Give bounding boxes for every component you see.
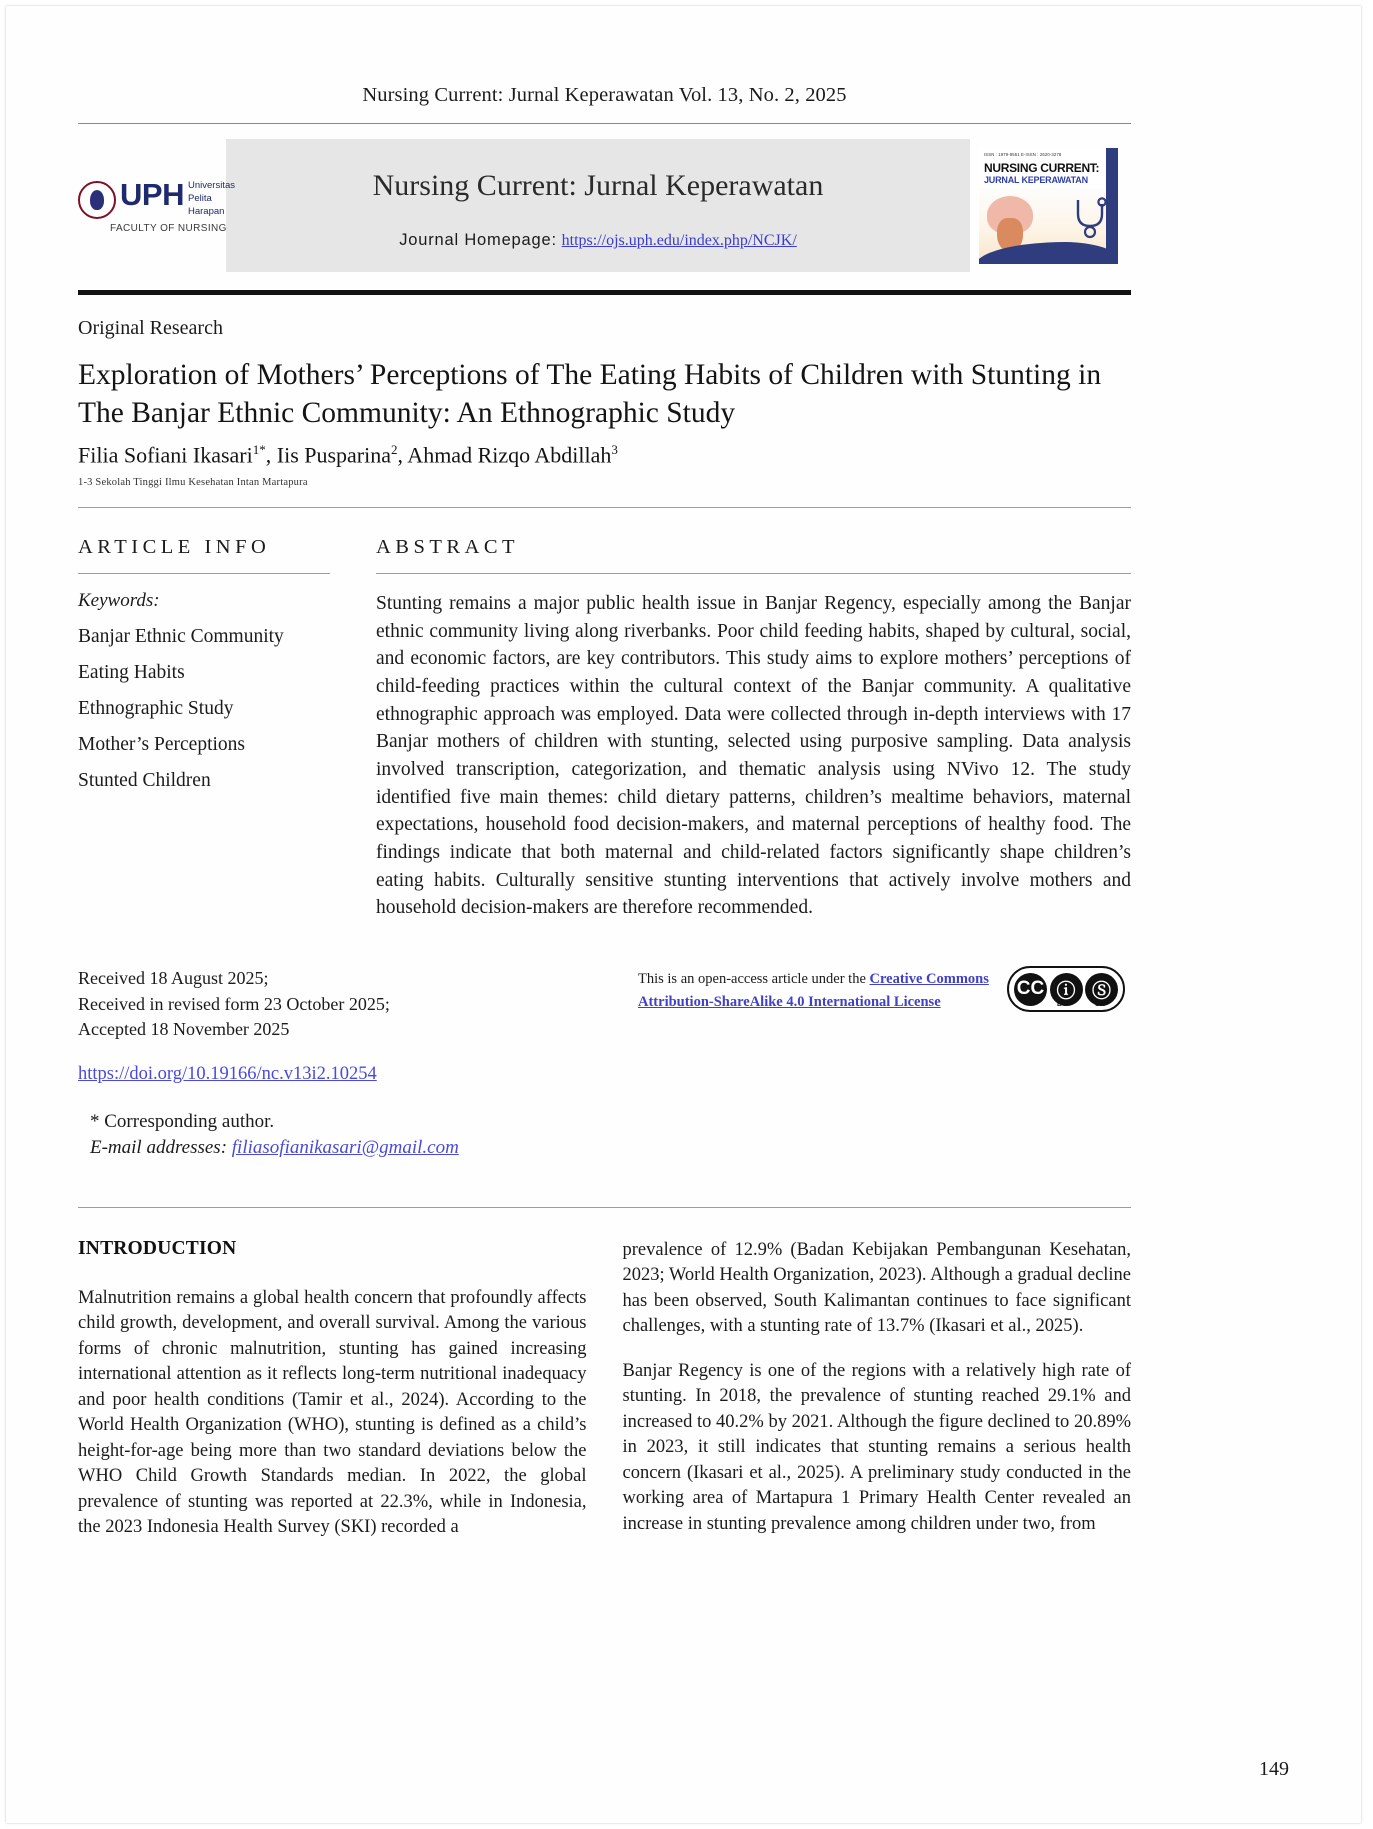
article-info-rule: [78, 573, 330, 574]
body-column-right: [623, 1238, 1132, 1541]
article-type: Original Research: [78, 317, 223, 339]
body-column-left: [78, 1238, 587, 1541]
uph-faculty-label: FACULTY OF NURSING: [110, 223, 227, 234]
body-paragraph: prevalence of 12.9% (Badan Kebijakan Pembangunan Kesehatan, 2023; World Health Organization, 2023). Although a gradual decline has been observed, South Kalimantan continues to face significant challenges, with a stunting rate of 13.7% (Ikasari et al., 2025).: [622, 1239, 1132, 1337]
uph-abbrev: UPH: [120, 177, 184, 212]
cover-artwork: [979, 188, 1119, 265]
running-head-rule: [78, 123, 1131, 124]
keyword-item: Eating Habits: [78, 661, 185, 683]
journal-homepage-row: [226, 231, 970, 250]
cc-by-icon: ⓘ: [1050, 973, 1083, 1006]
article-info-heading: ARTICLE INFO: [78, 535, 271, 558]
abstract-column: [366, 536, 1131, 922]
journal-homepage-label: Journal Homepage:: [399, 231, 557, 249]
keywords-label: Keywords:: [78, 589, 160, 611]
paper-sheet: [6, 6, 1361, 1823]
license-block: [578, 966, 1131, 1161]
body-paragraph: Banjar Regency is one of the regions with a relatively high rate of stunting. In 2018, the prevalence of stunting reached 29.1% and increased to 40.2% by 2021. Although the figure declined to 20.89% in 2023, it still indicates that stunting remains a serious health concern (Ikasari et al., 2025). A preliminary study conducted in the working area of Martapura 1 Primary Health Center revealed an increase in stunting prevalence among children under two, from: [622, 1360, 1131, 1534]
stethoscope-icon: [1070, 196, 1110, 242]
cc-sa-label: SA: [1095, 1001, 1105, 1009]
cover-title-line-2: JURNAL KEPERAWATAN: [984, 175, 1088, 185]
license-prefix: This is an open-access article under the: [638, 971, 870, 988]
author-affiliation: 1-3 Sekolah Tinggi Ilmu Kesehatan Intan Martapura: [78, 476, 308, 488]
cc-sa-icon: Ⓢ: [1085, 973, 1118, 1006]
cover-title-line-1: NURSING CURRENT:: [984, 161, 1100, 175]
publication-dates: [78, 966, 578, 1161]
email-label: E-mail addresses:: [90, 1136, 228, 1158]
keyword-item: Ethnographic Study: [78, 697, 234, 719]
keyword-item: Mother’s Perceptions: [78, 733, 245, 755]
author-list: Filia Sofiani Ikasari$^{1*}$, Iis Pusparina$^2$, Ahmad Rizqo Abdillah$^3$: [78, 441, 618, 467]
license-statement: [638, 968, 1008, 1013]
uph-crest-icon: [78, 181, 116, 219]
uph-sub-line-1: Universitas: [188, 180, 235, 191]
journal-homepage-link[interactable]: https://ojs.uph.edu/index.php/NCJK/: [561, 232, 797, 249]
info-abstract-row: [78, 536, 1131, 922]
article-info-column: [78, 536, 366, 922]
doi-link[interactable]: https://doi.org/10.19166/nc.v13i2.10254: [78, 1063, 377, 1084]
corresponding-author-note: * Corresponding author.: [90, 1110, 275, 1132]
journal-cover-thumbnail: [978, 147, 1119, 265]
date-received: Received 18 August 2025;: [78, 968, 269, 989]
license-link-line-2: Attribution-ShareAlike 4.0 International License: [638, 993, 941, 1010]
corresponding-email-row: [90, 1135, 578, 1161]
cover-issn: ISSN : 1979-9551 E-ISSN : 2620-3278: [984, 152, 1062, 157]
body-columns: [78, 1238, 1131, 1541]
cc-mark-icon: CC: [1014, 973, 1047, 1006]
section-heading-introduction: INTRODUCTION: [78, 1237, 237, 1259]
abstract-rule: [376, 573, 1131, 574]
masthead-band: [226, 139, 970, 272]
masthead-bottom-rule: [78, 290, 1131, 295]
date-revised: Received in revised form 23 October 2025;: [78, 993, 390, 1014]
uph-sub-line-2: Pelita: [188, 193, 212, 205]
body-top-rule: [78, 1207, 1131, 1208]
keyword-item: Banjar Ethnic Community: [78, 625, 284, 647]
keyword-item: Stunted Children: [78, 769, 211, 791]
date-accepted: Accepted 18 November 2025: [78, 1019, 290, 1040]
journal-title: Nursing Current: Jurnal Keperawatan: [372, 169, 824, 202]
uph-logo: [78, 177, 235, 243]
page-number: 149: [1259, 1758, 1289, 1780]
article-head-rule: [78, 507, 1131, 508]
cc-by-label: BY: [1057, 1001, 1067, 1009]
page-title: Exploration of Mothers’ Perceptions of The Eating Habits of Children with Stunting in The Banjar Ethnic Community: An Ethnographic Study: [78, 359, 1102, 429]
creative-commons-badge-icon: [1007, 966, 1125, 1012]
dates-license-row: [78, 966, 1131, 1161]
page-content: [78, 6, 1131, 1541]
uph-sub-line-3: Harapan: [188, 206, 225, 218]
corresponding-author-block: [78, 1109, 578, 1161]
license-link-line-1: Creative Commons: [869, 971, 989, 988]
cover-side-bar: [1106, 148, 1118, 265]
abstract-text: Stunting remains a major public health issue in Banjar Regency, especially among the Banjar ethnic community living along riverbanks. Poor child feeding habits, shaped by cultural, social, and economic factors, are key contributors. This study aims to explore mothers’ perceptions of child-feeding practices within the cultural context of the Banjar community. A qualitative ethnographic approach was employed. Data were collected through in-depth interviews with 17 Banjar mothers of children with stunting, selected using purposive sampling. Data analysis involved transcription, categorization, and thematic analysis using NVivo 12. The study identified five main themes: child dietary patterns, children’s mealtime behaviors, maternal expectations, household food decision-makers, and maternal perceptions of healthy food. The findings indicate that both maternal and child-related factors significantly shape children’s eating habits. Culturally sensitive stunting interventions that actively involve mothers and household decision-makers are therefore recommended.: [376, 592, 1131, 919]
journal-masthead: [78, 139, 1131, 272]
body-paragraph: Malnutrition remains a global health concern that profoundly affects child growth, development, and overall survival. Among the various forms of chronic malnutrition, stunting has gained increasing international attention as it reflects long-term nutritional inadequacy and poor health conditions (Tamir et al., 2024). According to the World Health Organization (WHO), stunting is defined as a child’s height-for-age being more than two standard deviations below the WHO Child Growth Standards median. In 2022, the global prevalence of stunting was reported at 22.3%, while in Indonesia, the 2023 Indonesia Health Survey (SKI) recorded a: [78, 1287, 587, 1538]
running-head: Nursing Current: Jurnal Keperawatan Vol. 13, No. 2, 2025: [362, 84, 847, 106]
abstract-heading: ABSTRACT: [376, 535, 520, 558]
email-link[interactable]: filiasofianikasari@gmail.com: [231, 1136, 459, 1158]
